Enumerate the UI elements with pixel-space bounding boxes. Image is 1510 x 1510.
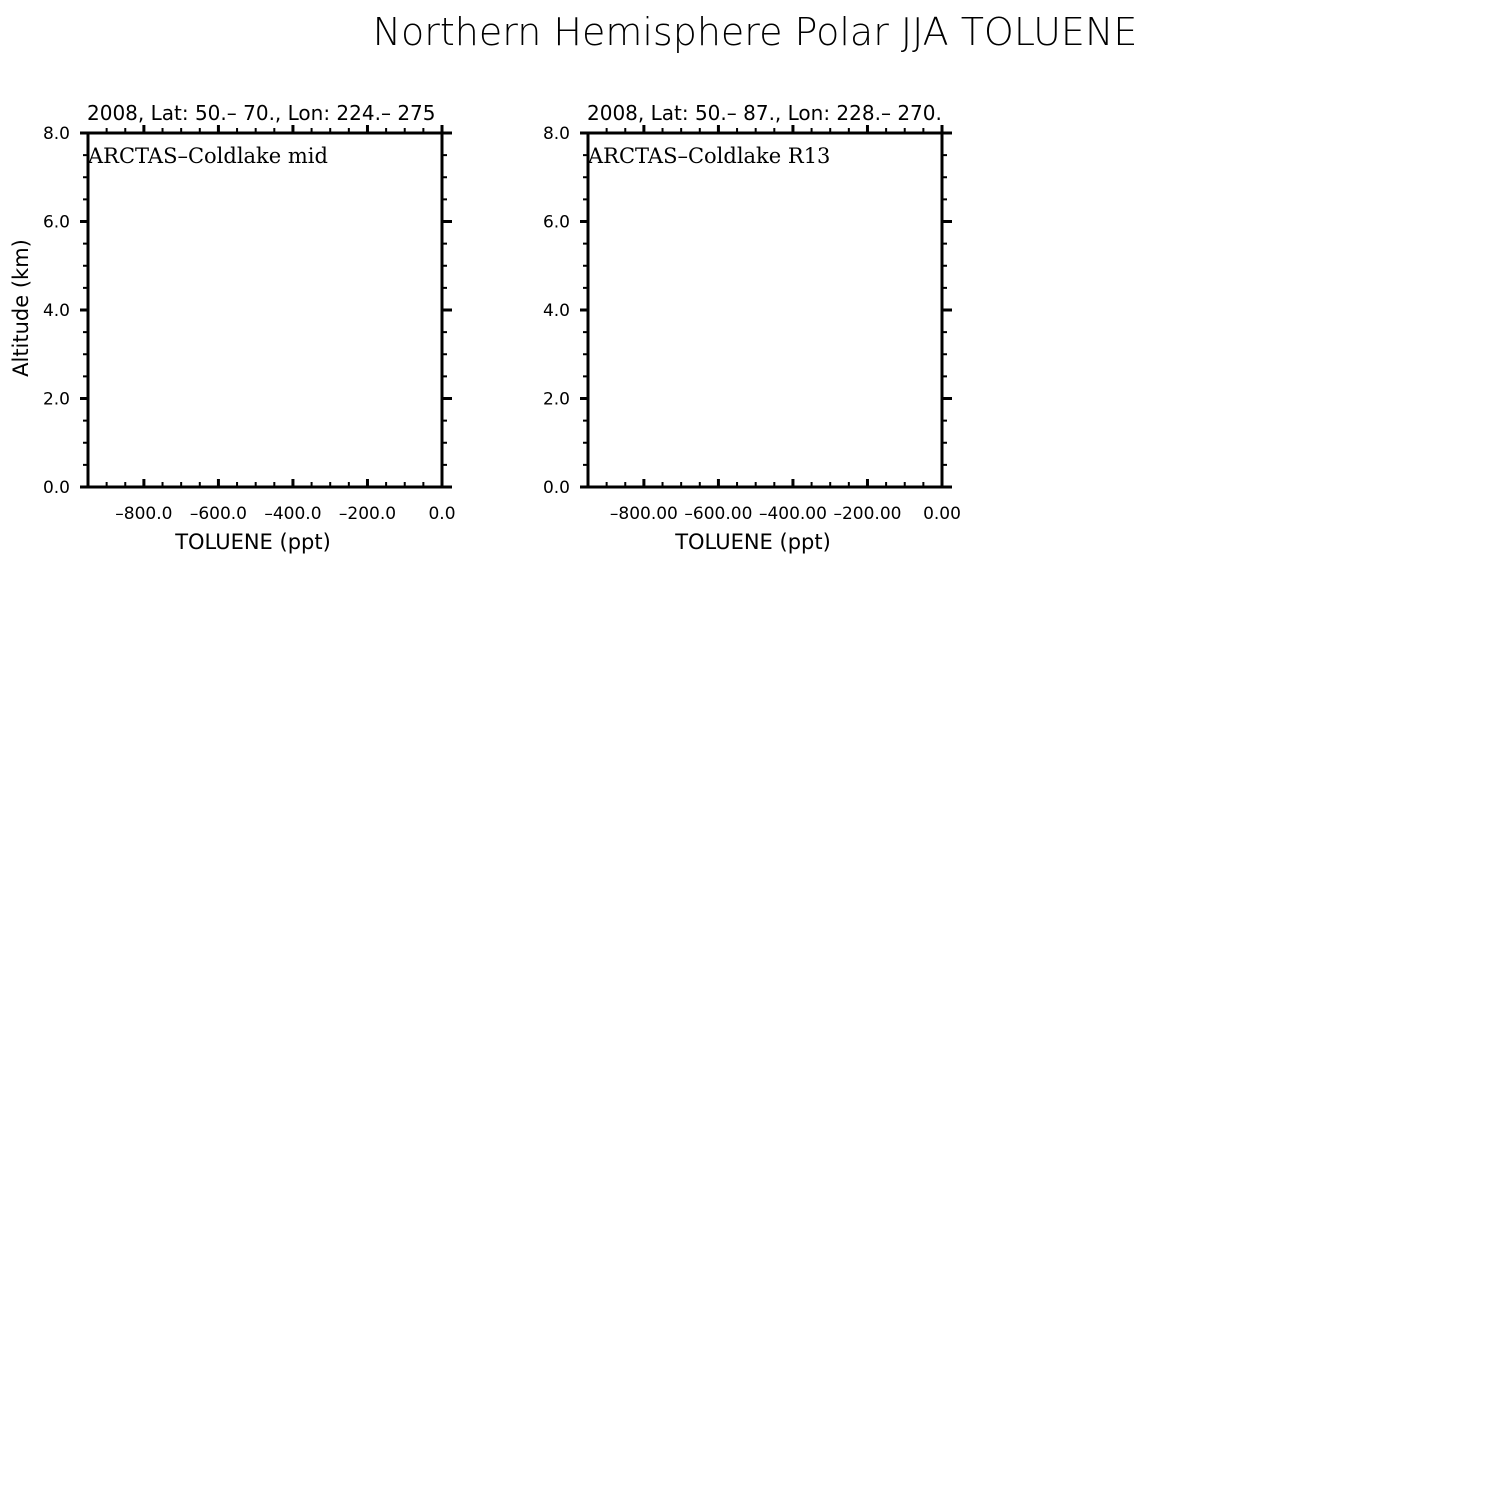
chart-panel-2 (543, 101, 961, 554)
chart-panel-1 (9, 101, 456, 554)
y-tick-label: 4.0 (42, 301, 70, 321)
plot-frame (588, 133, 942, 487)
panels (9, 101, 961, 554)
y-tick-label: 8.0 (42, 124, 70, 144)
x-tick-label: 0.00 (923, 504, 961, 524)
y-tick-label: 6.0 (542, 212, 570, 233)
y-tick-label: 8.0 (542, 124, 570, 144)
x-tick-label: –800.00 (609, 504, 678, 524)
x-tick-label: –200.0 (338, 504, 397, 524)
panel-subtitle: 2008, Lat: 50.– 70., Lon: 224.– 275 (87, 101, 436, 125)
x-axis-label: TOLUENE (ppt) (675, 530, 831, 554)
figure-title: Northern Hemisphere Polar JJA TOLUENE (372, 10, 1138, 54)
plot-frame (88, 133, 442, 487)
y-tick-label: 4.0 (542, 301, 570, 321)
x-tick-label: –800.0 (115, 504, 173, 524)
y-tick-label: 6.0 (42, 212, 70, 233)
x-tick-label: –600.00 (684, 504, 753, 524)
x-tick-label: –200.00 (833, 504, 902, 524)
panel-subtitle: 2008, Lat: 50.– 87., Lon: 228.– 270. (587, 101, 942, 125)
x-tick-label: –600.0 (189, 504, 248, 524)
y-tick-label: 0.0 (542, 478, 570, 498)
y-tick-label: 2.0 (42, 389, 70, 410)
x-tick-label: –400.00 (758, 504, 827, 524)
panel-annotation: ARCTAS–Coldlake mid (88, 144, 328, 168)
y-tick-label: 2.0 (542, 389, 570, 410)
x-tick-label: 0.0 (428, 504, 456, 524)
x-axis-label: TOLUENE (ppt) (175, 530, 331, 554)
y-tick-label: 0.0 (42, 478, 70, 498)
y-axis-label: Altitude (km) (9, 239, 33, 377)
x-tick-label: –400.0 (264, 504, 322, 524)
panel-annotation: ARCTAS–Coldlake R13 (588, 144, 831, 168)
